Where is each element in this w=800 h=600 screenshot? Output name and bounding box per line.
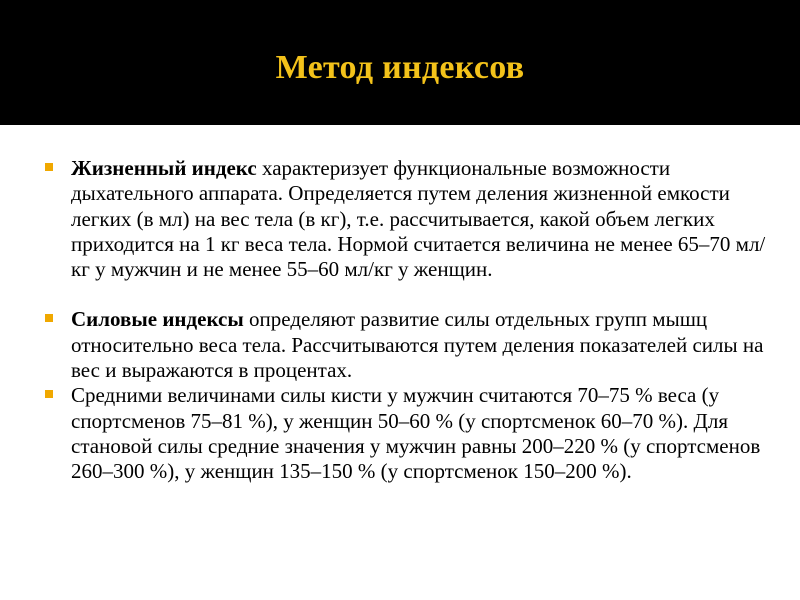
item-text: Средними величинами силы кисти у мужчин считаются 70–75 % веса (у спортсменов 75–81 %), у женщин 50–60 % (у спортсменок 60–70 %). Для становой силы средние значения у мужчин равны 200–220 % (у спортсменов 260–300 %), у женщин 135–150 % (у спортсменок 150–200 %). xyxy=(71,383,761,484)
title-bar xyxy=(0,0,800,125)
term-strength-indices: Силовые индексы xyxy=(71,307,244,332)
item-text: определяют развитие силы отдельных групп мышц относительно веса тела. Рассчитываются путем деления показателей силы на вес и выражаются в процентах. xyxy=(71,307,764,383)
bullet-list xyxy=(44,156,774,485)
list-item-average-values xyxy=(44,383,774,484)
square-bullet-icon xyxy=(45,163,53,171)
square-bullet-icon xyxy=(45,314,53,322)
slide-title: Метод индексов xyxy=(275,49,525,86)
square-bullet-icon xyxy=(45,390,53,398)
term-vital-index: Жизненный индекс xyxy=(71,156,257,180)
list-item-strength-indices xyxy=(44,307,774,383)
list-item-vital-index xyxy=(44,156,774,282)
item-text: характеризует функциональные возможности дыхательного аппарата. Определяется путем деления жизненной емкости легких (в мл) на вес тела (в кг), т.е. рассчитывается, какой объем легких приходится на 1 кг веса тела. Нормой считается величина не менее 65–70 мл/кг у мужчин и не менее 55–60 мл/кг у женщин. xyxy=(71,156,766,282)
